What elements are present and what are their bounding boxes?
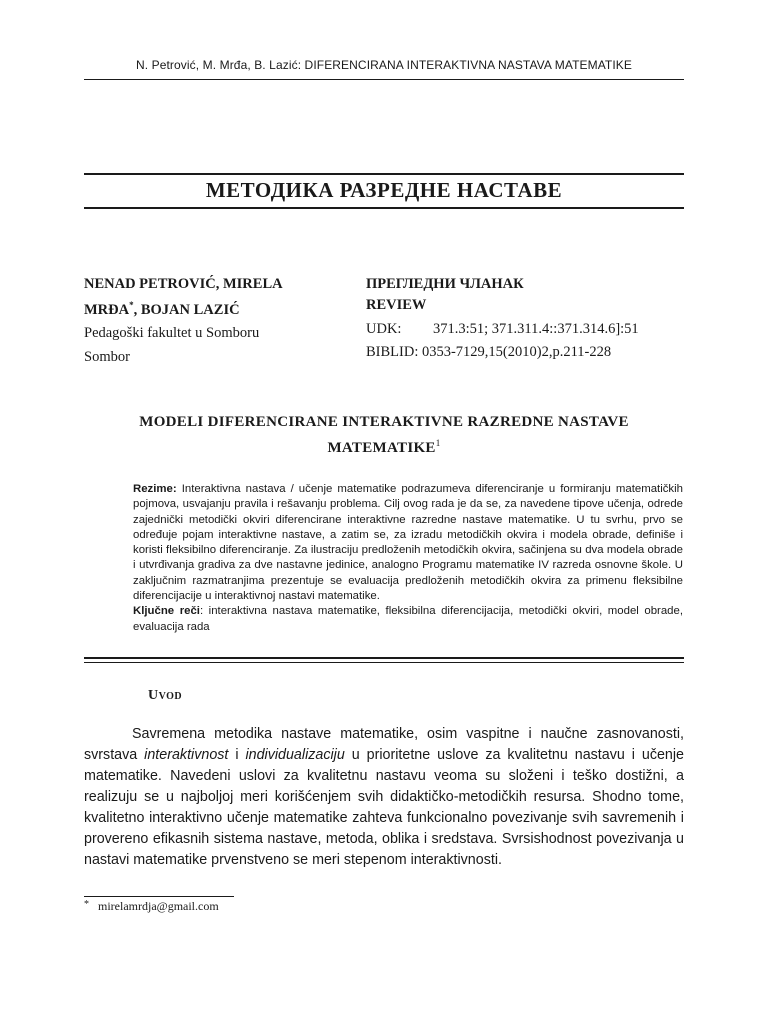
udk-label: UDK: — [366, 321, 402, 337]
intro-heading: Uvod — [148, 688, 183, 703]
author-mrdja: MRĐA — [84, 301, 130, 318]
footnote — [84, 899, 219, 914]
abstract-rule-thin — [84, 662, 684, 663]
intro-em-individualizaciju: individualizaciju — [245, 747, 345, 763]
author-lazic: , BOJAN LAZIĆ — [133, 301, 240, 318]
section-rule-top — [84, 173, 684, 175]
author-city: Sombor — [84, 348, 130, 365]
abstract-text: Interaktivna nastava / učenje matematike podrazumeva diferenciranje u formiranju matematičkih pojmova, usvajanju pravila i rešavanju problema. Cilj ovog rada je da se, za navedene tipove učenja, odrede zajednički metodički okviri diferencirane interaktivne razredne nastave matematike. U tu svrhu, prvo se određuje pojam interaktivne nastave, a zatim se, za izradu metodičkih okvira i modela obrade, definiše i koristi fleksibilno diferenciranje. Za ilustraciju predloženih metodičkih okvira, sačinjena su dva modela obrade i utvrđivanja gradiva za dve nastavne jedinice, analogno Programu matematike IV razreda osnovne škole. U zaključnim razmatranjima prezentuje se evaluacija predloženih metodičkih okvira za primenu fleksibilne diferencijacije u interaktivnoj nastavi matematike. — [133, 483, 683, 603]
running-head: N. Petrović, M. Mrđa, B. Lazić: DIFERENCIRANA INTERAKTIVNA NASTAVA MATEMATIKE — [135, 58, 632, 72]
author-block — [84, 274, 324, 369]
intro-text-b: i — [228, 747, 246, 763]
intro-text-c: u prioritetne uslove za kvalitetnu nastavu i učenje matematike. Navedeni uslovi za kvalitetnu nastavu veoma su složeni i teško dostižni, a realizuju se u najboljoj meri korišćenjem svih didaktičko-metodičkih resursa. Shodno tome, kvalitetno interaktivno učenje matematike zahteva funkcionalno povezivanje svih savremenih i provereno efikasnih sistema nastave, metoda, oblika i sredstava. Svrsishodnost povezivanja u nastavi matematike prvenstveno se meri stepenom interaktivnosti. — [84, 747, 684, 868]
intro-text-a: Savremena metodika nastave matematike, osim vaspitne i naučne zasnovanosti, svrstava — [84, 726, 684, 763]
abstract-label: Rezime: — [133, 483, 177, 495]
author-affiliation: Pedagoški fakultet u Somboru — [84, 324, 260, 341]
footnote-mark: * — [84, 899, 89, 910]
udk-value: 371.3:51; 371.311.4::371.314.6]:51 — [433, 321, 639, 337]
footnote-email: mirelamrdja@gmail.com — [98, 899, 219, 913]
intro-body — [84, 724, 684, 871]
author-names — [84, 274, 324, 321]
section-rule-bottom — [84, 207, 684, 209]
article-type-cyrillic: ПРЕГЛЕДНИ ЧЛАНАК — [366, 276, 524, 292]
abstract-rule-thick — [84, 657, 684, 659]
header-rule — [84, 79, 684, 80]
title-footnote-mark: 1 — [435, 438, 441, 448]
intro-em-interaktivnost: interaktivnost — [144, 747, 229, 763]
author-names-line2 — [84, 295, 324, 321]
article-title-line1: MODELI DIFERENCIRANE INTERAKTIVNE RAZREDNE NASTAVE — [139, 414, 629, 430]
keywords-label: Ključne reči — [133, 605, 200, 618]
keywords-paragraph — [133, 604, 683, 635]
article-type-english: REVIEW — [366, 297, 427, 313]
abstract — [133, 482, 683, 635]
biblid: BIBLID: 0353-7129,15(2010)2,p.211-228 — [366, 344, 612, 360]
article-title-line2 — [84, 433, 684, 459]
udk-row — [366, 318, 686, 341]
article-title-line2-text: MATEMATIKE — [327, 440, 436, 456]
author-footnote-mark: * — [129, 300, 134, 310]
section-title: МЕТОДИКА РАЗРЕДНЕ НАСТАВЕ — [205, 178, 563, 202]
footnote-rule — [84, 896, 234, 897]
article-meta — [366, 274, 686, 364]
intro-paragraph — [84, 724, 684, 871]
abstract-paragraph — [133, 482, 683, 604]
author-names-line1: NENAD PETROVIĆ, MIRELA — [84, 276, 283, 292]
article-title — [84, 412, 684, 459]
keywords-text: : interaktivna nastava matematike, fleksibilna diferencijacija, metodički okviri, model obrade, evaluacija rada — [133, 605, 683, 633]
